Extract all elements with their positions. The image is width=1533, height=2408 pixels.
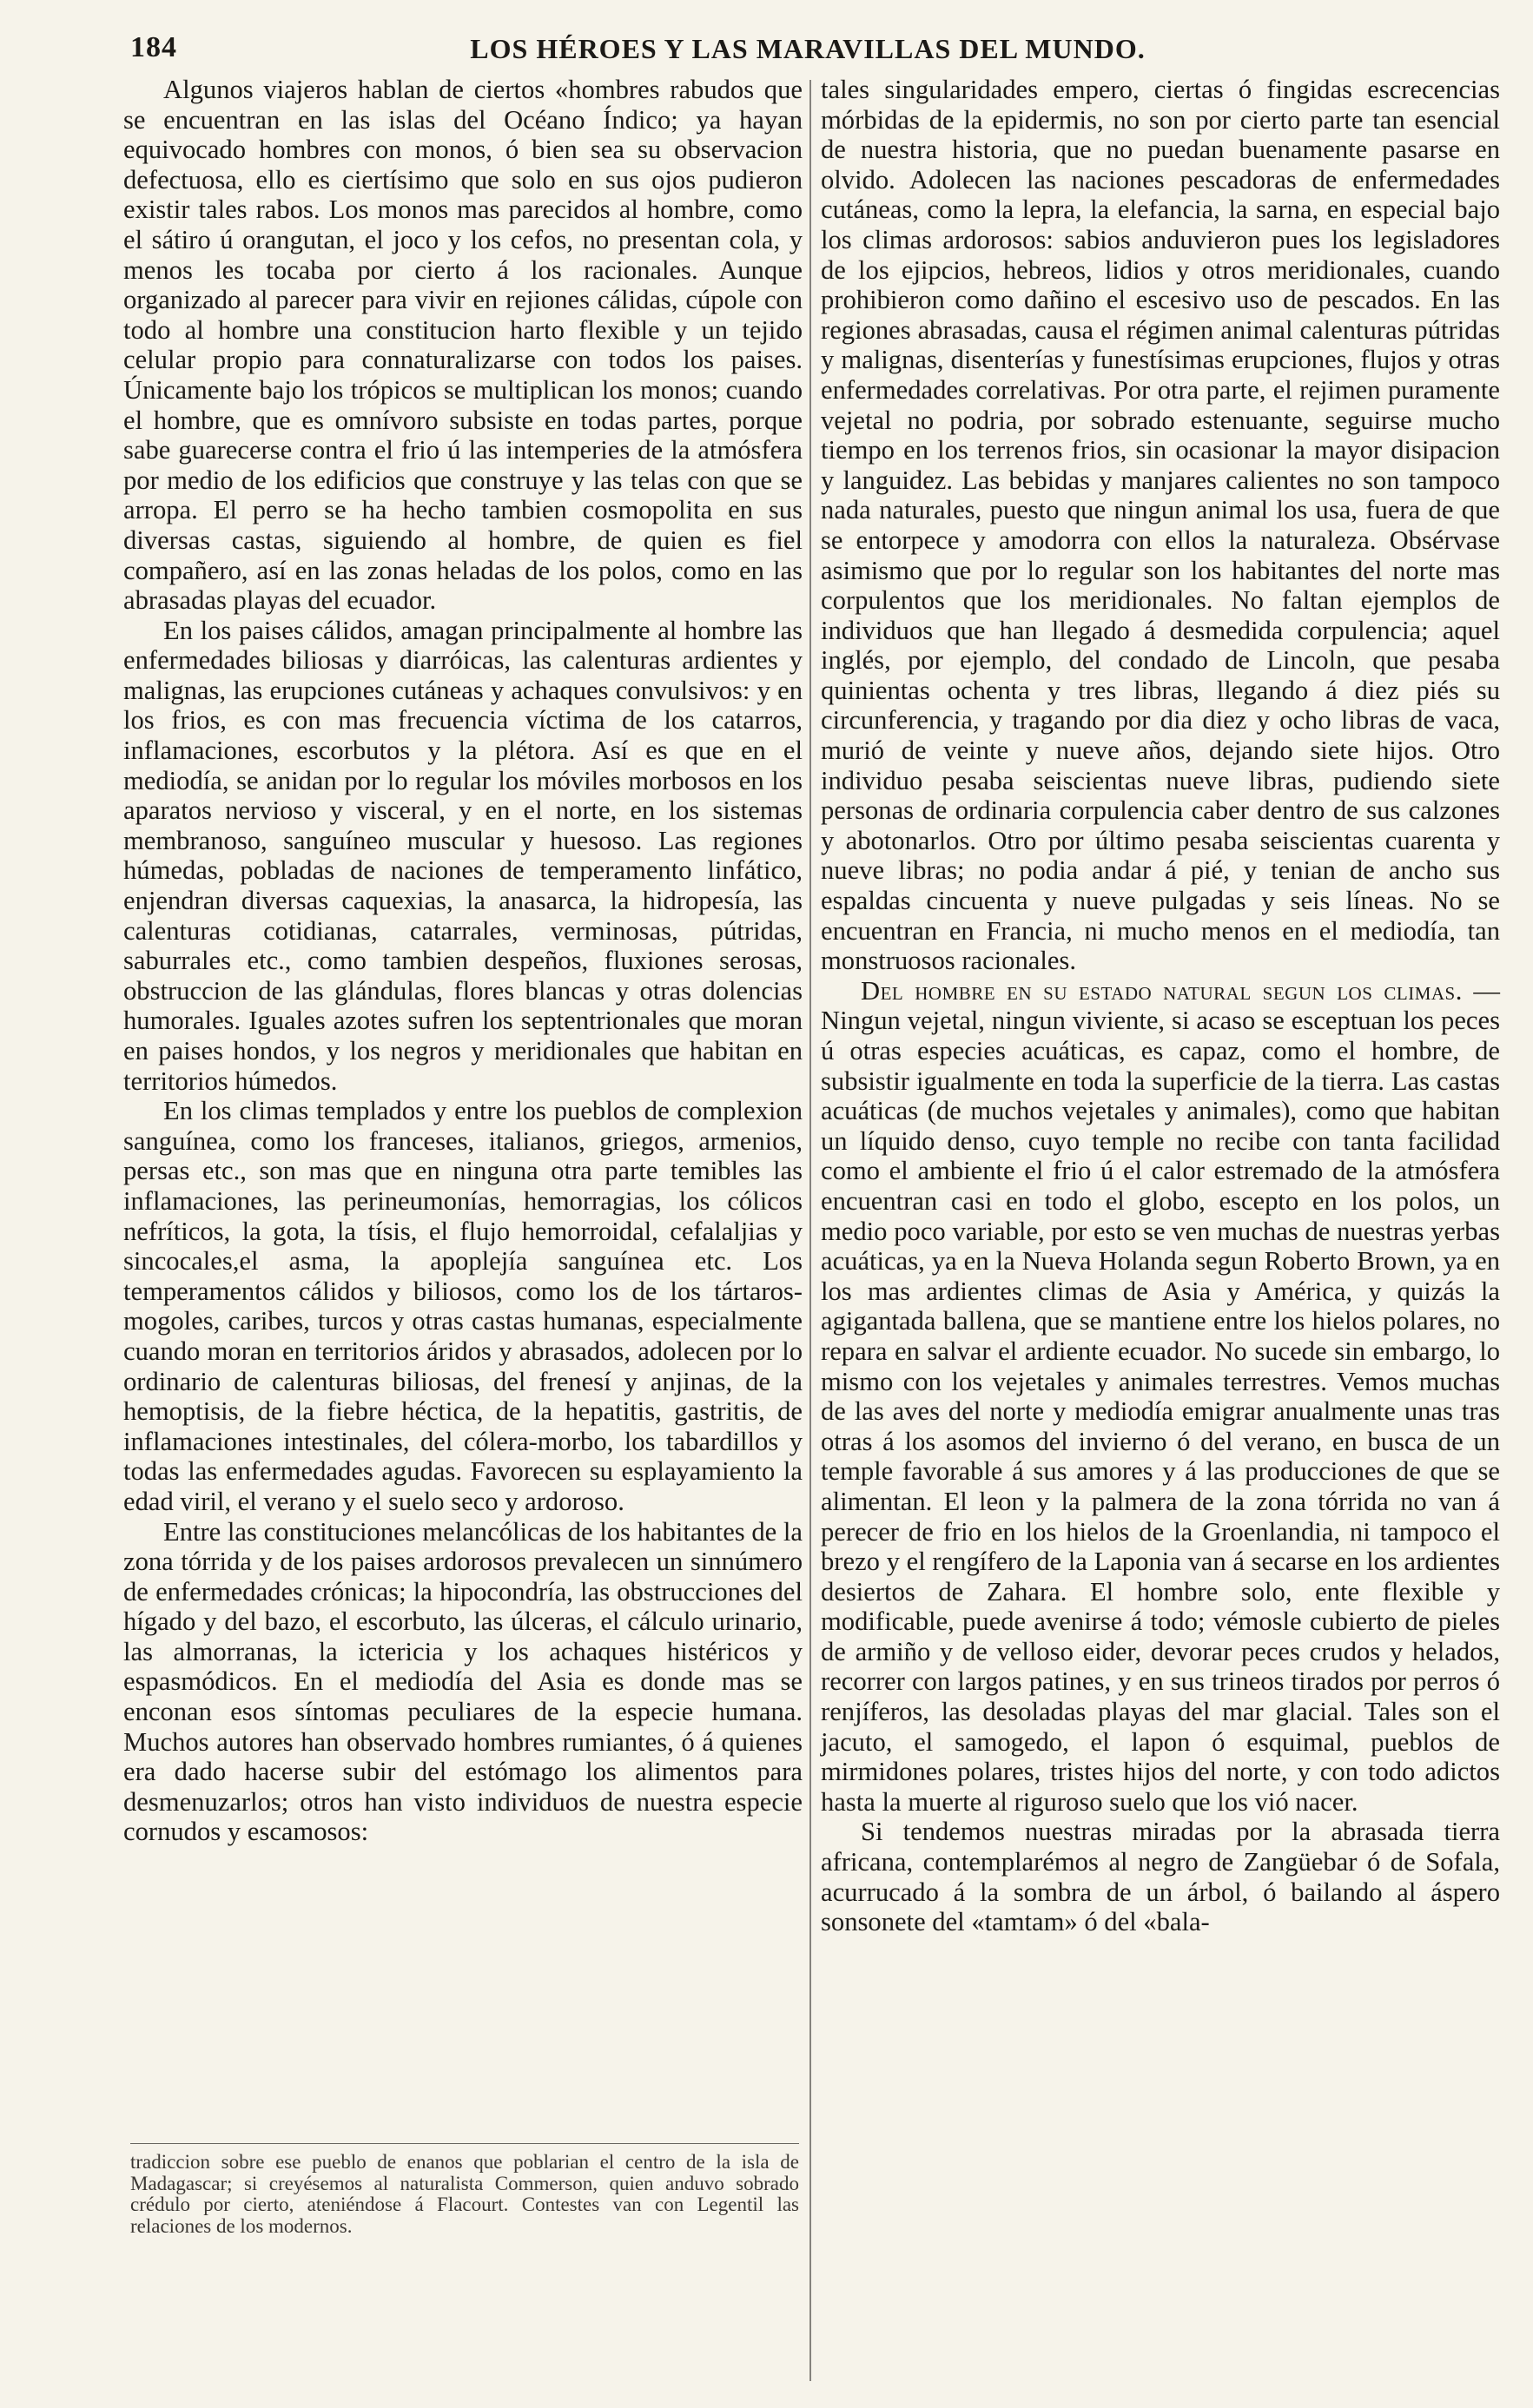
left-paragraph-2: En los paises cálidos, amagan principalmente al hombre las enfermedades biliosas y diarróicas, las calenturas ardientes y malignas, las erupciones cutáneas y achaques convulsivos: y en los frios, es con mas frecuencia víctima de los catarros, inflamaciones, escorbutos y la plétora. Así es que en el mediodía, se anidan por lo regular los móviles morbosos en los aparatos nervioso y visceral, y en el norte, en los sistemas membranoso, sanguíneo muscular y huesoso. Las regiones húmedas, pobladas de naciones de temperamento linfático, enjendran diversas caquexias, la anasarca, la hidropesía, las calenturas cotidianas, catarrales, verminosas, pútridas, saburrales etc., como tambien despeños, fluxiones serosas, obstruccion de las glándulas, flores blancas y otras dolencias humorales. Iguales azotes sufren los septentrionales que moran en paises hondos, y los negros y meridionales que habitan en territorios húmedos. [123, 615, 803, 1096]
footnote: tradiccion sobre ese pueblo de enanos que poblarian el centro de la isla de Madagascar; si creyésemos al naturalista Commerson, quien anduvo sobrado crédulo por cierto, ateniéndose á Flacourt. Contestes van con Legentil las relaciones de los modernos. [130, 2151, 799, 2237]
section-heading: Del hombre en su estado natural segun los climas. [861, 975, 1463, 1006]
column-divider [809, 80, 811, 2381]
right-section-paragraph [821, 976, 1500, 1818]
section-text: —Ningun vejetal, ningun viviente, si acaso se esceptuan los peces ú otras especies acuáticas, es capaz, como el hombre, de subsistir igualmente en toda la superficie de la tierra. Las castas acuáticas (de muchos vejetales y animales), como que habitan un líquido denso, cuyo temple no recibe con tanta facilidad como el ambiente el frio ú el calor estremado de la atmósfera encuentran casi en todo el globo, escepto en los polos, un medio poco variable, por esto se ven muchas de nuestras yerbas acuáticas, ya en la Nueva Holanda segun Roberto Brown, ya en los mas ardientes climas de Asia y América, y quizás la agigantada ballena, que se mantiene entre los hielos polares, no repara en salvar el ardiente ecuador. No sucede sin embargo, lo mismo con los vejetales y animales terrestres. Vemos muchas de las aves del norte y mediodía emigrar anualmente unas tras otras á los asomos del invierno ó del verano, en busca de un temple favorable á sus amores y á las producciones de que se alimentan. El leon y la palmera de la zona tórrida no van á perecer de frio en los hielos de la Groenlandia, ni tampoco el brezo y el rengífero de la Laponia van á secarse en los ardientes desiertos de Zahara. El hombre solo, ente flexible y modificable, puede avenirse á todo; vémosle cubierto de pieles de armiño y de velloso eider, devorar peces crudos y helados, recorrer con largos patines, y en sus trineos tirados por perros ó renjíferos, las desoladas playas del mar glacial. Tales son el jacuto, el samogedo, el lapon ó esquimal, pueblos de mirmidones polares, tristes hijos del norte, y con todo adictos hasta la muerte al riguroso suelo que los vió nacer. [821, 975, 1501, 1817]
left-paragraph-1: Algunos viajeros hablan de ciertos «hombres rabudos que se encuentran en las islas del Océano Índico; ya hayan equivocado hombres con monos, ó bien sea su observacion defectuosa, ello es ciertísimo que solo en sus ojos pudieron existir tales rabos. Los monos mas parecidos al hombre, como el sátiro ú orangutan, el joco y los cefos, no presentan cola, y menos les tocaba por cierto á los racionales. Aunque organizado al parecer para vivir en rejiones cálidas, cúpole con todo al hombre una constitucion harto flexible y un tejido celular propio para connaturalizarse con todos los paises. Únicamente bajo los trópicos se multiplican los monos; cuando el hombre, que es omnívoro subsiste en todas partes, porque sabe guarecerse contra el frio ú las intemperies de la atmósfera por medio de los edificios que construye y las telas con que se arropa. El perro se ha hecho tambien cosmopolita en sus diversas castas, siguiendo al hombre, de quien es fiel compañero, así en las zonas heladas de los polos, como en las abrasadas playas del ecuador. [123, 75, 803, 616]
page-header [130, 24, 1485, 73]
right-column [821, 75, 1500, 1937]
left-paragraph-3: En los climas templados y entre los pueblos de complexion sanguínea, como los franceses, italianos, griegos, armenios, persas etc., son mas que en ninguna otra parte temibles las inflamaciones, las perineumonías, hemorragias, los cólicos nefríticos, la gota, la tísis, el flujo hemorroidal, cefalaljias y sincocales,el asma, la apoplejía sanguínea etc. Los temperamentos cálidos y biliosos, como los de los tártaros-mogoles, caribes, turcos y otras castas humanas, especialmente cuando moran en territorios áridos y abrasados, adolecen por lo ordinario de calenturas biliosas, del frenesí y anjinas, de la hemoptisis, de la fiebre héctica, de la hepatitis, gastritis, de inflamaciones intestinales, del cólera-morbo, los tabardillos y todas las enfermedades agudas. Favorecen su esplayamiento la edad viril, el verano y el suelo seco y ardoroso. [123, 1096, 803, 1516]
right-paragraph-3: Si tendemos nuestras miradas por la abrasada tierra africana, contemplarémos al negro de Zangüebar ó de Sofala, acurrucado á la sombra de un árbol, ó bailando al áspero sonsonete del «tamtam» ó del «bala- [821, 1817, 1500, 1937]
running-title: LOS HÉROES Y LAS MARAVILLAS DEL MUNDO. [470, 33, 1146, 64]
footnote-rule [130, 2143, 799, 2144]
left-paragraph-4: Entre las constituciones melancólicas de los habitantes de la zona tórrida y de los paises ardorosos prevalecen un sinnúmero de enfermedades crónicas; la hipocondría, las obstrucciones del hígado y del bazo, el escorbuto, las úlceras, el cálculo urinario, las almorranas, la ictericia y los achaques histéricos y espasmódicos. En el mediodía del Asia es donde mas se enconan esos síntomas peculiares de la especie humana. Muchos autores han observado hombres rumiantes, ó á quienes era dado hacerse subir del estómago los alimentos para desmenuzarlos; otros han visto individuos de nuestra especie cornudos y escamosos: [123, 1516, 803, 1847]
right-paragraph-1: tales singularidades empero, ciertas ó fingidas escrecencias mórbidas de la epidermis, no son por cierto parte tan esencial de nuestra historia, que no puedan buenamente pasarse en olvido. Adolecen las naciones pescadoras de enfermedades cutáneas, como la lepra, la elefancia, la sarna, en especial bajo los climas ardorosos: sabios anduvieron pues los legisladores de los ejipcios, hebreos, lidios y otros meridionales, cuando prohibieron como dañino el escesivo uso de pescados. En las regiones abrasadas, causa el régimen animal calenturas pútridas y malignas, disenterías y funestísimas erupciones, flujos y otras enfermedades correlativas. Por otra parte, el rejimen puramente vejetal no podria, por sobrado estenuante, seguirse mucho tiempo en los terrenos frios, sin ocasionar la mayor disipacion y languidez. Las bebidas y manjares calientes no son tampoco nada naturales, puesto que ningun animal los usa, fuera de que se entorpece y amodorra con ellos la naturaleza. Obsérvase asimismo que por lo regular son los habitantes del norte mas corpulentos que los meridionales. No faltan ejemplos de individuos que han llegado á desmedida corpulencia; aquel inglés, por ejemplo, del condado de Lincoln, que pesaba quinientas ochenta y tres libras, llegando á diez piés su circunferencia, y tragando por dia diez y ocho libras de vaca, murió de veinte y nueve años, dejando siete hijos. Otro individuo pesaba seiscientas nueve libras, pudiendo siete personas de ordinaria corpulencia caber dentro de sus calzones y abotonarlos. Otro por último pesaba seiscientas cuarenta y nueve libras; no podia andar á pié, y tenian de ancho sus espaldas cincuenta y nueve pulgadas y seis líneas. No se encuentran en Francia, ni mucho menos en el mediodía, tan monstruosos racionales. [821, 75, 1500, 976]
left-column [123, 75, 803, 1847]
page-number: 184 [130, 31, 177, 63]
